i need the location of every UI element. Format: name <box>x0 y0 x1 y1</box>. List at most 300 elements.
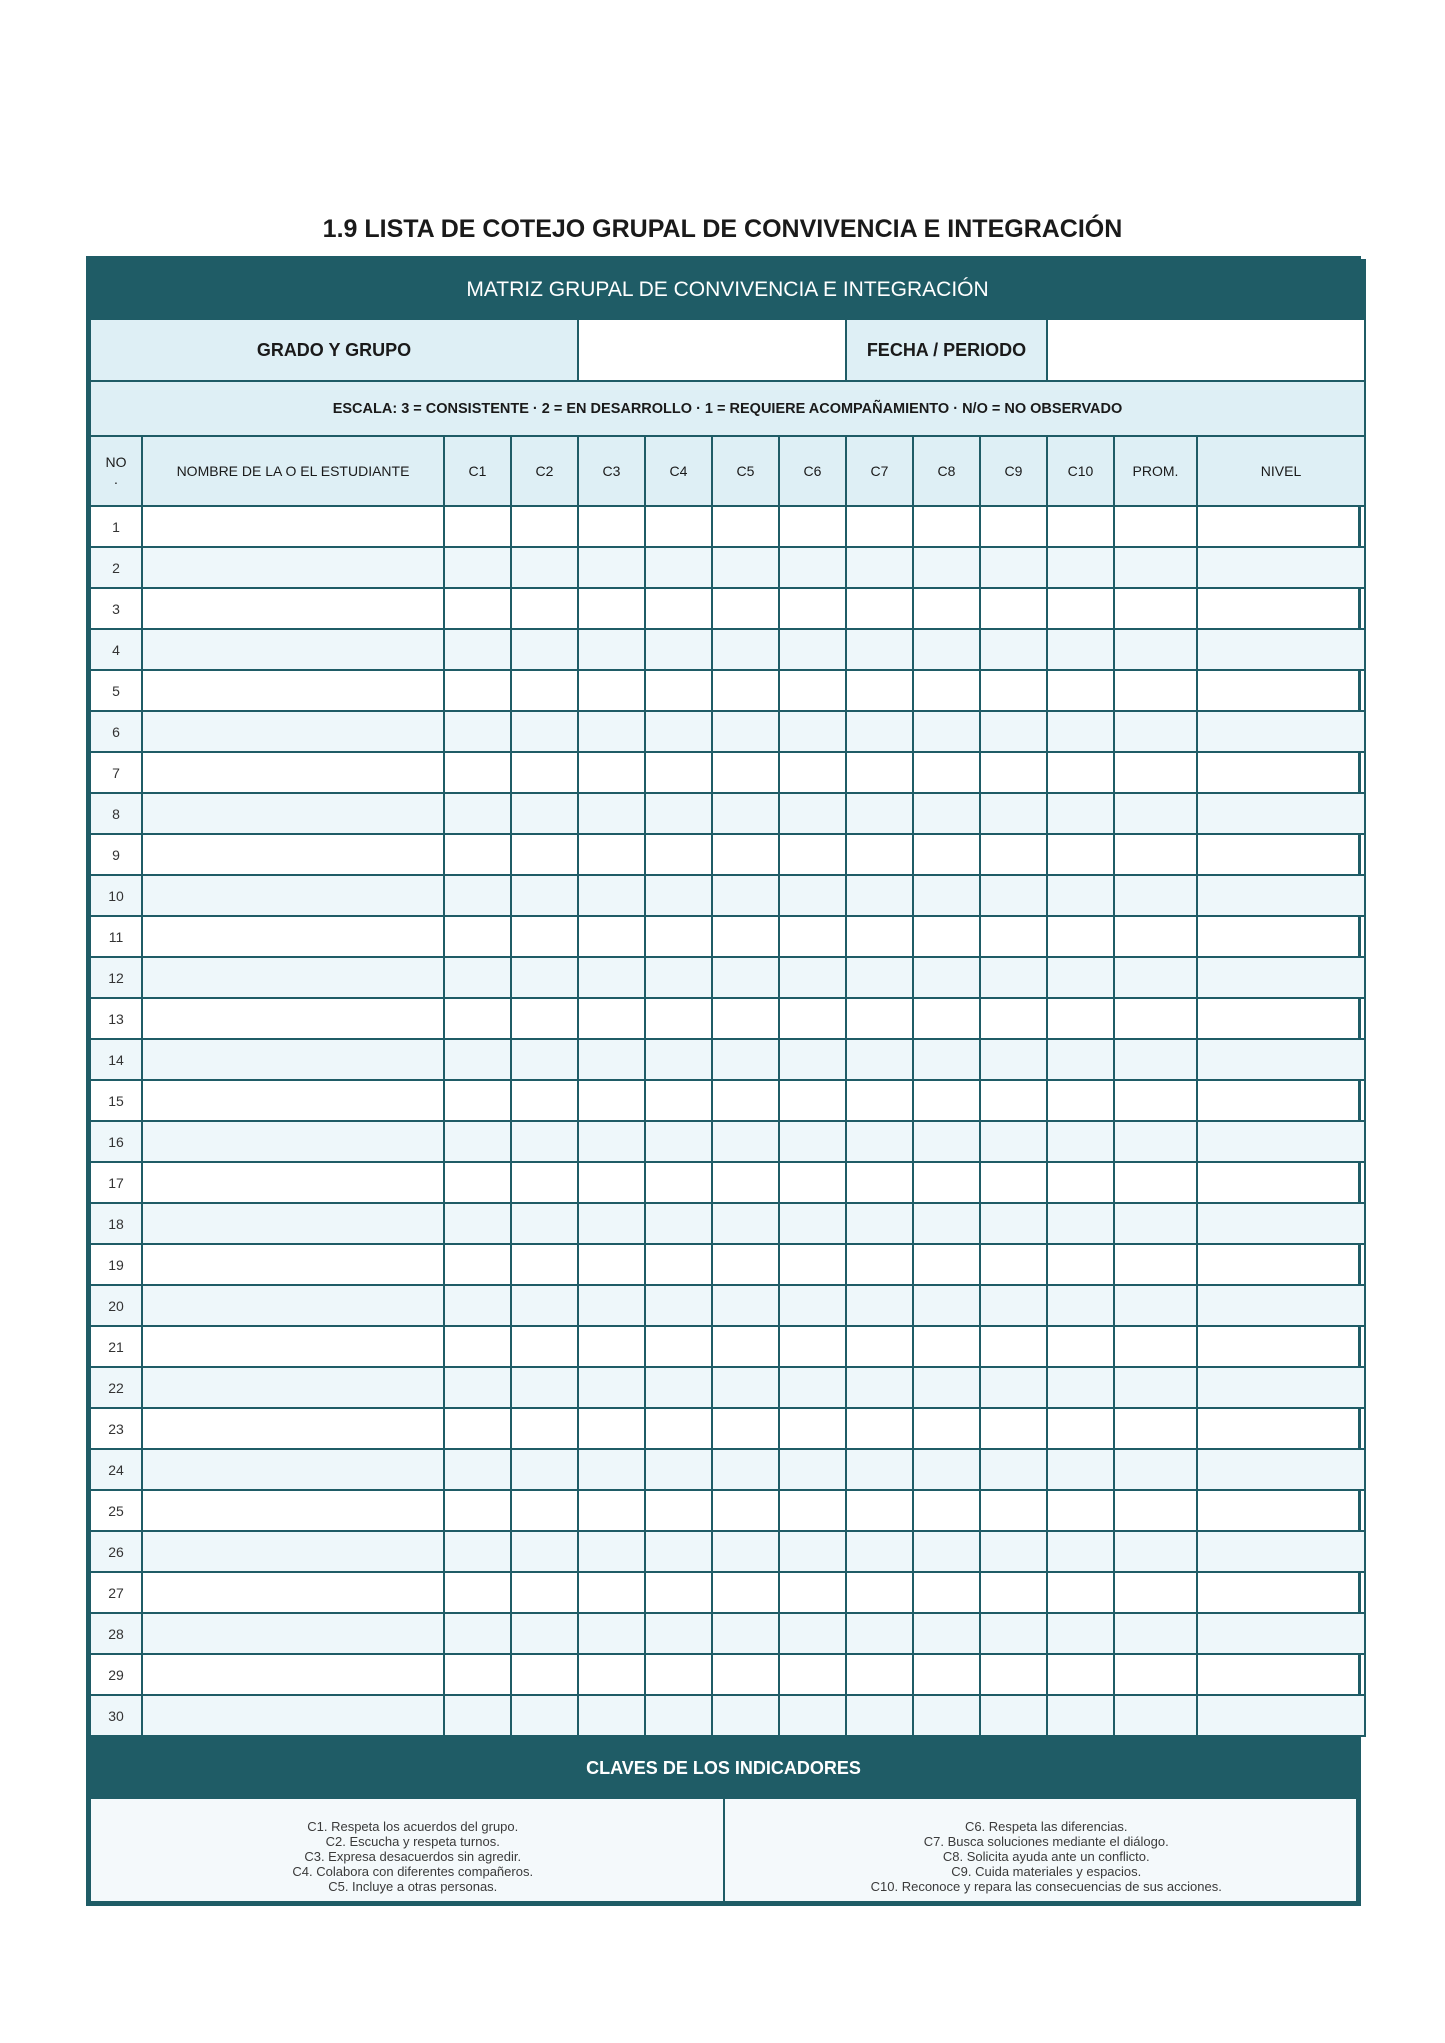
score-cell-c1[interactable] <box>444 752 511 793</box>
score-cell-c10[interactable] <box>1047 957 1114 998</box>
score-cell-c5[interactable] <box>712 1654 779 1695</box>
score-cell-c10[interactable] <box>1047 916 1114 957</box>
student-name-cell[interactable] <box>142 957 444 998</box>
score-cell-c8[interactable] <box>913 916 980 957</box>
score-cell-c4[interactable] <box>645 1244 712 1285</box>
score-cell-c2[interactable] <box>511 1285 578 1326</box>
score-cell-c3[interactable] <box>578 1326 645 1367</box>
score-cell-c2[interactable] <box>511 916 578 957</box>
student-name-cell[interactable] <box>142 1367 444 1408</box>
score-cell-c4[interactable] <box>645 1367 712 1408</box>
score-cell-c7[interactable] <box>846 793 913 834</box>
nivel-cell[interactable] <box>1197 588 1365 629</box>
score-cell-c3[interactable] <box>578 875 645 916</box>
score-cell-c8[interactable] <box>913 1695 980 1736</box>
score-cell-c7[interactable] <box>846 588 913 629</box>
score-cell-c10[interactable] <box>1047 1531 1114 1572</box>
score-cell-c7[interactable] <box>846 1695 913 1736</box>
score-cell-c10[interactable] <box>1047 711 1114 752</box>
student-name-cell[interactable] <box>142 916 444 957</box>
score-cell-c4[interactable] <box>645 588 712 629</box>
student-name-cell[interactable] <box>142 1080 444 1121</box>
score-cell-c10[interactable] <box>1047 1408 1114 1449</box>
score-cell-c9[interactable] <box>980 834 1047 875</box>
score-cell-c3[interactable] <box>578 588 645 629</box>
score-cell-c1[interactable] <box>444 547 511 588</box>
score-cell-c7[interactable] <box>846 916 913 957</box>
score-cell-c4[interactable] <box>645 1121 712 1162</box>
prom-cell[interactable] <box>1114 1449 1197 1490</box>
score-cell-c2[interactable] <box>511 547 578 588</box>
score-cell-c5[interactable] <box>712 588 779 629</box>
score-cell-c6[interactable] <box>779 711 846 752</box>
prom-cell[interactable] <box>1114 506 1197 547</box>
score-cell-c5[interactable] <box>712 1039 779 1080</box>
score-cell-c2[interactable] <box>511 1367 578 1408</box>
nivel-cell[interactable] <box>1197 1531 1365 1572</box>
score-cell-c1[interactable] <box>444 1572 511 1613</box>
score-cell-c4[interactable] <box>645 506 712 547</box>
score-cell-c6[interactable] <box>779 998 846 1039</box>
student-name-cell[interactable] <box>142 1039 444 1080</box>
score-cell-c5[interactable] <box>712 1695 779 1736</box>
score-cell-c9[interactable] <box>980 916 1047 957</box>
score-cell-c10[interactable] <box>1047 793 1114 834</box>
score-cell-c7[interactable] <box>846 1203 913 1244</box>
score-cell-c9[interactable] <box>980 957 1047 998</box>
score-cell-c9[interactable] <box>980 588 1047 629</box>
prom-cell[interactable] <box>1114 1572 1197 1613</box>
score-cell-c5[interactable] <box>712 1613 779 1654</box>
nivel-cell[interactable] <box>1197 506 1365 547</box>
score-cell-c7[interactable] <box>846 1449 913 1490</box>
score-cell-c2[interactable] <box>511 875 578 916</box>
score-cell-c5[interactable] <box>712 1285 779 1326</box>
score-cell-c2[interactable] <box>511 1490 578 1531</box>
score-cell-c9[interactable] <box>980 1285 1047 1326</box>
score-cell-c7[interactable] <box>846 1162 913 1203</box>
score-cell-c2[interactable] <box>511 957 578 998</box>
score-cell-c7[interactable] <box>846 547 913 588</box>
student-name-cell[interactable] <box>142 1531 444 1572</box>
prom-cell[interactable] <box>1114 1080 1197 1121</box>
score-cell-c5[interactable] <box>712 875 779 916</box>
nivel-cell[interactable] <box>1197 1613 1365 1654</box>
score-cell-c5[interactable] <box>712 711 779 752</box>
score-cell-c10[interactable] <box>1047 670 1114 711</box>
score-cell-c1[interactable] <box>444 1244 511 1285</box>
score-cell-c8[interactable] <box>913 1203 980 1244</box>
score-cell-c8[interactable] <box>913 1613 980 1654</box>
score-cell-c10[interactable] <box>1047 1039 1114 1080</box>
prom-cell[interactable] <box>1114 1162 1197 1203</box>
score-cell-c7[interactable] <box>846 875 913 916</box>
score-cell-c8[interactable] <box>913 1531 980 1572</box>
score-cell-c10[interactable] <box>1047 1613 1114 1654</box>
nivel-cell[interactable] <box>1197 1244 1365 1285</box>
student-name-cell[interactable] <box>142 1613 444 1654</box>
score-cell-c4[interactable] <box>645 1326 712 1367</box>
score-cell-c4[interactable] <box>645 752 712 793</box>
score-cell-c9[interactable] <box>980 875 1047 916</box>
nivel-cell[interactable] <box>1197 1449 1365 1490</box>
score-cell-c7[interactable] <box>846 1654 913 1695</box>
score-cell-c9[interactable] <box>980 1203 1047 1244</box>
score-cell-c4[interactable] <box>645 1531 712 1572</box>
score-cell-c8[interactable] <box>913 834 980 875</box>
score-cell-c1[interactable] <box>444 1121 511 1162</box>
nivel-cell[interactable] <box>1197 1367 1365 1408</box>
score-cell-c4[interactable] <box>645 1080 712 1121</box>
fecha-periodo-field[interactable] <box>1047 319 1365 381</box>
score-cell-c5[interactable] <box>712 998 779 1039</box>
score-cell-c1[interactable] <box>444 834 511 875</box>
score-cell-c3[interactable] <box>578 1449 645 1490</box>
score-cell-c7[interactable] <box>846 1326 913 1367</box>
student-name-cell[interactable] <box>142 1285 444 1326</box>
score-cell-c3[interactable] <box>578 1162 645 1203</box>
score-cell-c6[interactable] <box>779 1449 846 1490</box>
score-cell-c10[interactable] <box>1047 1080 1114 1121</box>
score-cell-c2[interactable] <box>511 998 578 1039</box>
score-cell-c8[interactable] <box>913 998 980 1039</box>
score-cell-c7[interactable] <box>846 1285 913 1326</box>
student-name-cell[interactable] <box>142 875 444 916</box>
score-cell-c5[interactable] <box>712 1490 779 1531</box>
prom-cell[interactable] <box>1114 629 1197 670</box>
score-cell-c6[interactable] <box>779 1121 846 1162</box>
prom-cell[interactable] <box>1114 916 1197 957</box>
score-cell-c4[interactable] <box>645 875 712 916</box>
score-cell-c2[interactable] <box>511 1080 578 1121</box>
score-cell-c4[interactable] <box>645 834 712 875</box>
score-cell-c10[interactable] <box>1047 1449 1114 1490</box>
score-cell-c3[interactable] <box>578 1490 645 1531</box>
score-cell-c8[interactable] <box>913 1080 980 1121</box>
score-cell-c10[interactable] <box>1047 506 1114 547</box>
score-cell-c6[interactable] <box>779 1613 846 1654</box>
score-cell-c4[interactable] <box>645 916 712 957</box>
prom-cell[interactable] <box>1114 1408 1197 1449</box>
score-cell-c4[interactable] <box>645 1039 712 1080</box>
score-cell-c6[interactable] <box>779 1367 846 1408</box>
score-cell-c1[interactable] <box>444 670 511 711</box>
nivel-cell[interactable] <box>1197 998 1365 1039</box>
score-cell-c3[interactable] <box>578 1244 645 1285</box>
score-cell-c10[interactable] <box>1047 1203 1114 1244</box>
score-cell-c2[interactable] <box>511 1039 578 1080</box>
student-name-cell[interactable] <box>142 670 444 711</box>
score-cell-c9[interactable] <box>980 629 1047 670</box>
nivel-cell[interactable] <box>1197 957 1365 998</box>
score-cell-c9[interactable] <box>980 1449 1047 1490</box>
score-cell-c3[interactable] <box>578 711 645 752</box>
score-cell-c1[interactable] <box>444 875 511 916</box>
score-cell-c4[interactable] <box>645 1203 712 1244</box>
score-cell-c9[interactable] <box>980 1408 1047 1449</box>
prom-cell[interactable] <box>1114 1203 1197 1244</box>
score-cell-c6[interactable] <box>779 1244 846 1285</box>
student-name-cell[interactable] <box>142 547 444 588</box>
score-cell-c5[interactable] <box>712 1367 779 1408</box>
score-cell-c3[interactable] <box>578 1613 645 1654</box>
score-cell-c8[interactable] <box>913 1572 980 1613</box>
score-cell-c5[interactable] <box>712 506 779 547</box>
score-cell-c4[interactable] <box>645 998 712 1039</box>
score-cell-c5[interactable] <box>712 1408 779 1449</box>
score-cell-c5[interactable] <box>712 629 779 670</box>
score-cell-c7[interactable] <box>846 1121 913 1162</box>
score-cell-c7[interactable] <box>846 1244 913 1285</box>
score-cell-c1[interactable] <box>444 1408 511 1449</box>
score-cell-c2[interactable] <box>511 1326 578 1367</box>
score-cell-c2[interactable] <box>511 1244 578 1285</box>
prom-cell[interactable] <box>1114 670 1197 711</box>
score-cell-c6[interactable] <box>779 1572 846 1613</box>
score-cell-c7[interactable] <box>846 752 913 793</box>
score-cell-c6[interactable] <box>779 588 846 629</box>
score-cell-c7[interactable] <box>846 506 913 547</box>
nivel-cell[interactable] <box>1197 1408 1365 1449</box>
score-cell-c1[interactable] <box>444 1695 511 1736</box>
score-cell-c7[interactable] <box>846 1367 913 1408</box>
score-cell-c6[interactable] <box>779 547 846 588</box>
score-cell-c2[interactable] <box>511 793 578 834</box>
student-name-cell[interactable] <box>142 588 444 629</box>
score-cell-c1[interactable] <box>444 1449 511 1490</box>
prom-cell[interactable] <box>1114 752 1197 793</box>
score-cell-c8[interactable] <box>913 1408 980 1449</box>
score-cell-c4[interactable] <box>645 1572 712 1613</box>
score-cell-c8[interactable] <box>913 1162 980 1203</box>
score-cell-c5[interactable] <box>712 834 779 875</box>
score-cell-c8[interactable] <box>913 506 980 547</box>
nivel-cell[interactable] <box>1197 1326 1365 1367</box>
score-cell-c10[interactable] <box>1047 588 1114 629</box>
score-cell-c6[interactable] <box>779 1326 846 1367</box>
score-cell-c4[interactable] <box>645 629 712 670</box>
score-cell-c7[interactable] <box>846 1080 913 1121</box>
score-cell-c10[interactable] <box>1047 1326 1114 1367</box>
score-cell-c1[interactable] <box>444 1285 511 1326</box>
student-name-cell[interactable] <box>142 752 444 793</box>
score-cell-c2[interactable] <box>511 1203 578 1244</box>
score-cell-c7[interactable] <box>846 711 913 752</box>
score-cell-c10[interactable] <box>1047 1285 1114 1326</box>
score-cell-c8[interactable] <box>913 957 980 998</box>
score-cell-c9[interactable] <box>980 547 1047 588</box>
score-cell-c4[interactable] <box>645 957 712 998</box>
score-cell-c1[interactable] <box>444 1613 511 1654</box>
nivel-cell[interactable] <box>1197 1490 1365 1531</box>
score-cell-c6[interactable] <box>779 1531 846 1572</box>
score-cell-c1[interactable] <box>444 1531 511 1572</box>
score-cell-c5[interactable] <box>712 1162 779 1203</box>
score-cell-c3[interactable] <box>578 834 645 875</box>
student-name-cell[interactable] <box>142 1162 444 1203</box>
score-cell-c6[interactable] <box>779 629 846 670</box>
student-name-cell[interactable] <box>142 1121 444 1162</box>
score-cell-c5[interactable] <box>712 1244 779 1285</box>
score-cell-c9[interactable] <box>980 1531 1047 1572</box>
score-cell-c4[interactable] <box>645 1162 712 1203</box>
score-cell-c7[interactable] <box>846 834 913 875</box>
score-cell-c5[interactable] <box>712 1326 779 1367</box>
score-cell-c4[interactable] <box>645 1613 712 1654</box>
score-cell-c5[interactable] <box>712 1531 779 1572</box>
nivel-cell[interactable] <box>1197 670 1365 711</box>
score-cell-c5[interactable] <box>712 1121 779 1162</box>
student-name-cell[interactable] <box>142 629 444 670</box>
student-name-cell[interactable] <box>142 1449 444 1490</box>
prom-cell[interactable] <box>1114 547 1197 588</box>
nivel-cell[interactable] <box>1197 1162 1365 1203</box>
nivel-cell[interactable] <box>1197 752 1365 793</box>
student-name-cell[interactable] <box>142 1326 444 1367</box>
prom-cell[interactable] <box>1114 711 1197 752</box>
score-cell-c3[interactable] <box>578 547 645 588</box>
score-cell-c3[interactable] <box>578 1285 645 1326</box>
score-cell-c1[interactable] <box>444 506 511 547</box>
score-cell-c3[interactable] <box>578 1039 645 1080</box>
score-cell-c10[interactable] <box>1047 629 1114 670</box>
prom-cell[interactable] <box>1114 1121 1197 1162</box>
score-cell-c3[interactable] <box>578 1531 645 1572</box>
score-cell-c2[interactable] <box>511 629 578 670</box>
nivel-cell[interactable] <box>1197 1039 1365 1080</box>
score-cell-c2[interactable] <box>511 1531 578 1572</box>
score-cell-c10[interactable] <box>1047 1572 1114 1613</box>
score-cell-c6[interactable] <box>779 1080 846 1121</box>
score-cell-c5[interactable] <box>712 793 779 834</box>
score-cell-c3[interactable] <box>578 1654 645 1695</box>
score-cell-c3[interactable] <box>578 793 645 834</box>
score-cell-c5[interactable] <box>712 670 779 711</box>
score-cell-c9[interactable] <box>980 711 1047 752</box>
prom-cell[interactable] <box>1114 875 1197 916</box>
score-cell-c2[interactable] <box>511 1613 578 1654</box>
prom-cell[interactable] <box>1114 1654 1197 1695</box>
score-cell-c3[interactable] <box>578 1080 645 1121</box>
score-cell-c8[interactable] <box>913 1449 980 1490</box>
score-cell-c2[interactable] <box>511 1449 578 1490</box>
score-cell-c6[interactable] <box>779 506 846 547</box>
score-cell-c2[interactable] <box>511 834 578 875</box>
score-cell-c10[interactable] <box>1047 1654 1114 1695</box>
score-cell-c1[interactable] <box>444 711 511 752</box>
nivel-cell[interactable] <box>1197 547 1365 588</box>
score-cell-c9[interactable] <box>980 1490 1047 1531</box>
student-name-cell[interactable] <box>142 1490 444 1531</box>
score-cell-c6[interactable] <box>779 1654 846 1695</box>
score-cell-c8[interactable] <box>913 1121 980 1162</box>
score-cell-c2[interactable] <box>511 670 578 711</box>
score-cell-c6[interactable] <box>779 1285 846 1326</box>
score-cell-c9[interactable] <box>980 670 1047 711</box>
score-cell-c3[interactable] <box>578 1367 645 1408</box>
score-cell-c8[interactable] <box>913 1654 980 1695</box>
prom-cell[interactable] <box>1114 1285 1197 1326</box>
score-cell-c1[interactable] <box>444 1367 511 1408</box>
score-cell-c3[interactable] <box>578 1695 645 1736</box>
student-name-cell[interactable] <box>142 1695 444 1736</box>
student-name-cell[interactable] <box>142 506 444 547</box>
score-cell-c9[interactable] <box>980 998 1047 1039</box>
prom-cell[interactable] <box>1114 1039 1197 1080</box>
score-cell-c10[interactable] <box>1047 1244 1114 1285</box>
prom-cell[interactable] <box>1114 1490 1197 1531</box>
score-cell-c8[interactable] <box>913 875 980 916</box>
nivel-cell[interactable] <box>1197 629 1365 670</box>
score-cell-c2[interactable] <box>511 1654 578 1695</box>
score-cell-c10[interactable] <box>1047 1490 1114 1531</box>
student-name-cell[interactable] <box>142 834 444 875</box>
score-cell-c5[interactable] <box>712 916 779 957</box>
score-cell-c9[interactable] <box>980 1695 1047 1736</box>
score-cell-c6[interactable] <box>779 875 846 916</box>
score-cell-c3[interactable] <box>578 506 645 547</box>
score-cell-c4[interactable] <box>645 1285 712 1326</box>
student-name-cell[interactable] <box>142 1244 444 1285</box>
score-cell-c7[interactable] <box>846 1572 913 1613</box>
score-cell-c1[interactable] <box>444 1490 511 1531</box>
score-cell-c9[interactable] <box>980 752 1047 793</box>
nivel-cell[interactable] <box>1197 793 1365 834</box>
score-cell-c1[interactable] <box>444 793 511 834</box>
score-cell-c6[interactable] <box>779 752 846 793</box>
score-cell-c2[interactable] <box>511 1408 578 1449</box>
nivel-cell[interactable] <box>1197 875 1365 916</box>
score-cell-c5[interactable] <box>712 1203 779 1244</box>
score-cell-c4[interactable] <box>645 793 712 834</box>
prom-cell[interactable] <box>1114 834 1197 875</box>
score-cell-c8[interactable] <box>913 1326 980 1367</box>
score-cell-c4[interactable] <box>645 711 712 752</box>
score-cell-c6[interactable] <box>779 1695 846 1736</box>
score-cell-c4[interactable] <box>645 670 712 711</box>
prom-cell[interactable] <box>1114 957 1197 998</box>
score-cell-c9[interactable] <box>980 793 1047 834</box>
score-cell-c5[interactable] <box>712 752 779 793</box>
student-name-cell[interactable] <box>142 1203 444 1244</box>
score-cell-c4[interactable] <box>645 1654 712 1695</box>
score-cell-c1[interactable] <box>444 629 511 670</box>
score-cell-c8[interactable] <box>913 547 980 588</box>
score-cell-c6[interactable] <box>779 670 846 711</box>
score-cell-c1[interactable] <box>444 1080 511 1121</box>
score-cell-c6[interactable] <box>779 1162 846 1203</box>
nivel-cell[interactable] <box>1197 916 1365 957</box>
score-cell-c1[interactable] <box>444 1654 511 1695</box>
score-cell-c3[interactable] <box>578 957 645 998</box>
score-cell-c6[interactable] <box>779 1408 846 1449</box>
score-cell-c7[interactable] <box>846 1613 913 1654</box>
student-name-cell[interactable] <box>142 711 444 752</box>
score-cell-c5[interactable] <box>712 547 779 588</box>
score-cell-c8[interactable] <box>913 1490 980 1531</box>
score-cell-c8[interactable] <box>913 711 980 752</box>
score-cell-c3[interactable] <box>578 670 645 711</box>
score-cell-c2[interactable] <box>511 1572 578 1613</box>
score-cell-c10[interactable] <box>1047 1162 1114 1203</box>
score-cell-c9[interactable] <box>980 1572 1047 1613</box>
score-cell-c9[interactable] <box>980 1613 1047 1654</box>
score-cell-c1[interactable] <box>444 1039 511 1080</box>
score-cell-c8[interactable] <box>913 1285 980 1326</box>
student-name-cell[interactable] <box>142 1572 444 1613</box>
score-cell-c6[interactable] <box>779 793 846 834</box>
score-cell-c10[interactable] <box>1047 1695 1114 1736</box>
